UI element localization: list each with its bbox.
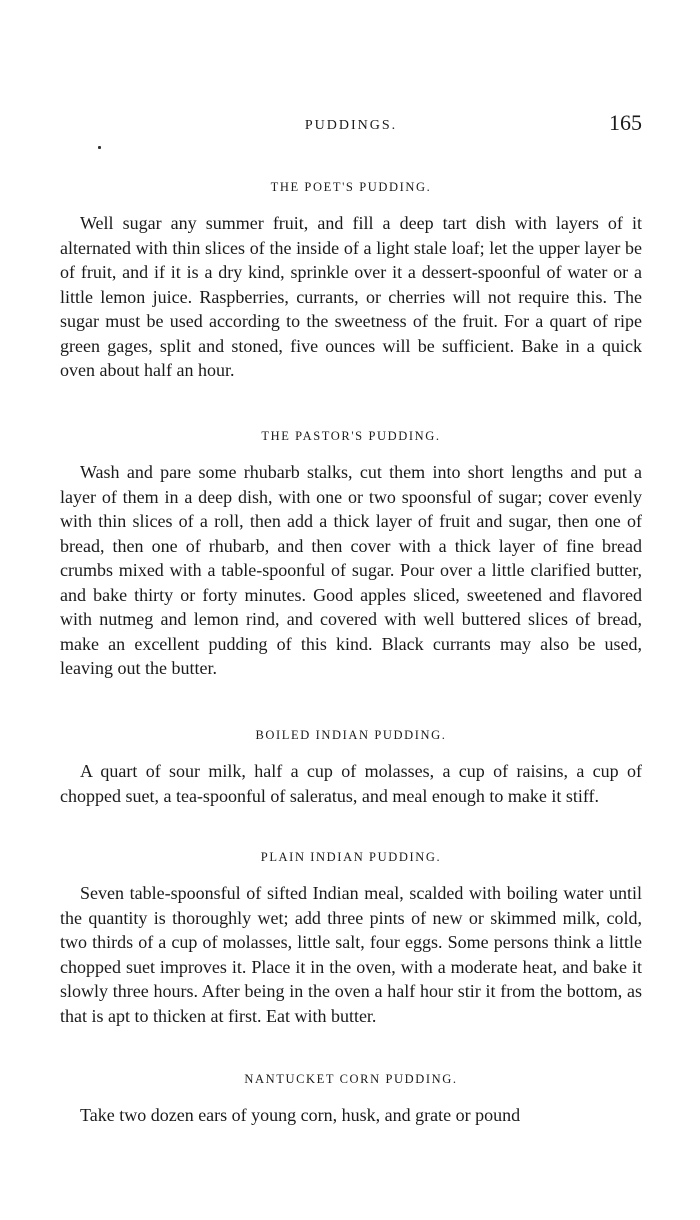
recipe-text: Take two dozen ears of young corn, husk, and grate or pound [80,1105,521,1125]
recipe-title: NANTUCKET CORN PUDDING. [244,1072,458,1086]
recipe-title: PLAIN INDIAN PUDDING. [260,850,442,864]
recipe-title: BOILED INDIAN PUDDING. [255,728,447,742]
running-title: PUDDINGS. [304,118,398,133]
recipe-text: Wash and pare some rhubarb stalks, cut them into short lengths and put a layer of them in a deep dish, with one or two spoonsful of sugar; cover evenly with thin slices of a roll, then add a thick layer of fruit and sugar, then one of bread, then one of rhubarb, and then cover with a thick layer of fine bread crumbs mixed with a table-spoonful of sugar. Pour over a little clarified butter, and bake thirty or forty minutes. Good apples sliced, sweetened and flavored with nutmeg and lemon rind, and covered with well buttered slices of bread, make an excellent pudding of this kind. Black currants may also be used, leaving out the butter. [60,462,642,678]
running-header [60,110,642,142]
recipe-poets-pudding [60,176,642,383]
recipe-plain-indian-pudding [60,846,642,1028]
recipe-text: A quart of sour milk, half a cup of molasses, a cup of raisins, a cup of chopped suet, a tea-spoonful of saleratus, and meal enough to make it stiff. [60,761,642,806]
print-speck [98,146,101,149]
recipe-title: THE PASTOR'S PUDDING. [261,429,441,443]
recipe-text: Seven table-spoonsful of sifted Indian meal, scalded with boiling water until the quantity is thoroughly wet; add three pints of new or skimmed milk, cold, two thirds of a cup of molasses, little salt, four eggs. Some persons think a little chopped suet improves it. Place it in the oven, with a moderate heat, and bake it slowly three hours. After being in the oven a half hour stir it from the bottom, as that is apt to thicken at first. Eat with butter. [60,883,642,1026]
recipe-pastors-pudding [60,425,642,681]
recipe-boiled-indian-pudding [60,724,642,808]
recipe-nantucket-corn-pudding [60,1068,642,1128]
recipe-title: THE POET'S PUDDING. [270,180,432,194]
recipe-text: Well sugar any summer fruit, and fill a deep tart dish with layers of it alternated with thin slices of the inside of a light stale loaf; let the upper layer be of fruit, and if it is a dry kind, sprinkle over it a dessert-spoonful of water or a little lemon juice. Raspberries, currants, or cherries will not require this. The sugar must be used according to the sweetness of the fruit. For a quart of ripe green gages, split and stoned, five ounces will be sufficient. Bake in a quick oven about half an hour. [60,213,642,380]
page-number: 165 [609,110,642,135]
